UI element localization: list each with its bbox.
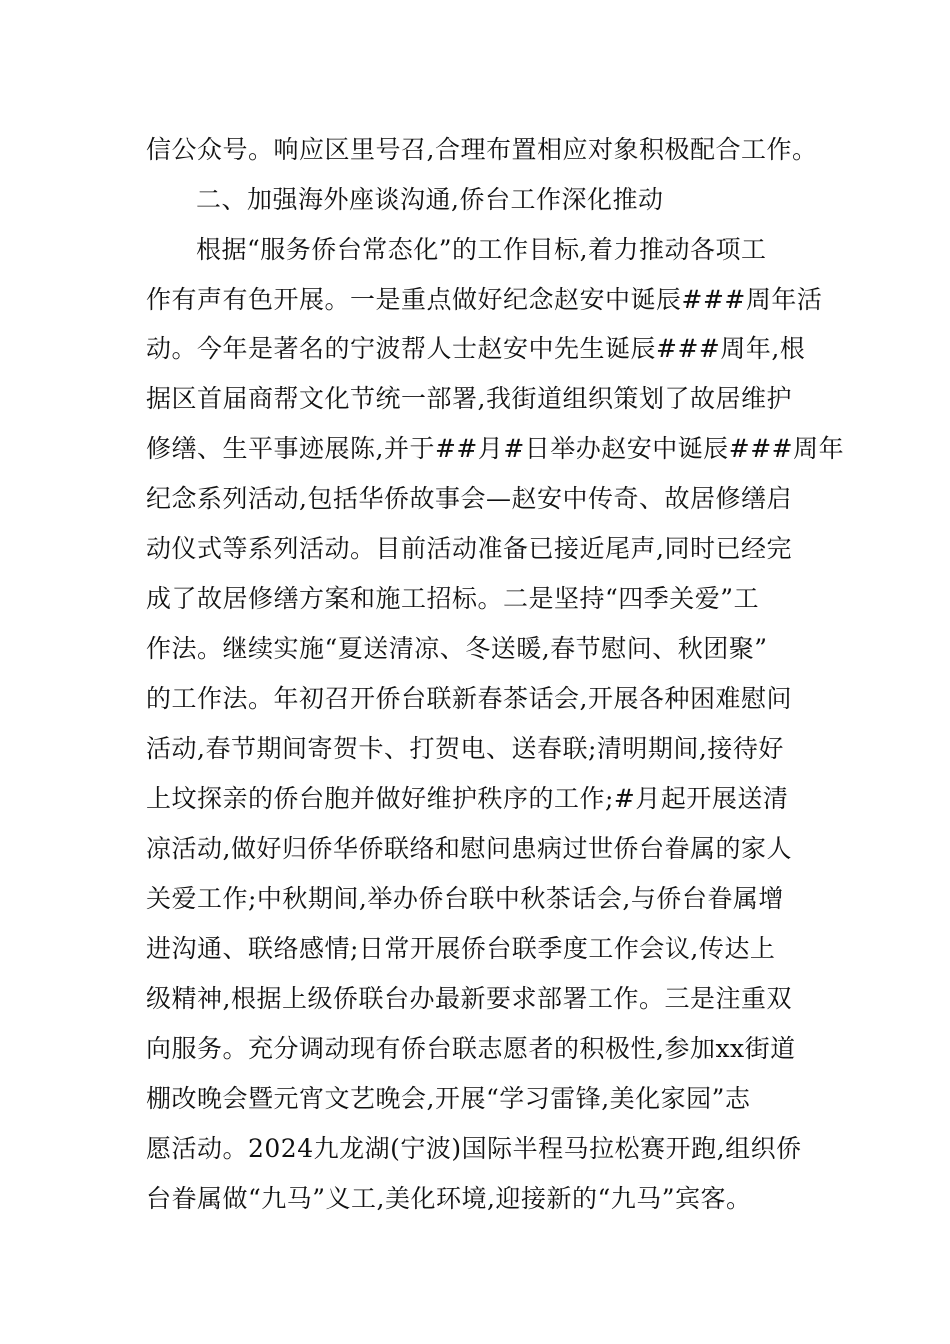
body-text-line: 动仪式等系列活动。目前活动准备已接近尾声,同时已经完 (146, 534, 792, 563)
body-text-line: 上坟探亲的侨台胞并做好维护秩序的工作;#月起开展送清 (146, 784, 789, 813)
body-text-line: 棚改晚会暨元宵文艺晚会,开展“学习雷锋,美化家园”志 (146, 1084, 751, 1113)
body-text-line: 纪念系列活动,包括华侨故事会—赵安中传奇、故居修缮启 (146, 484, 792, 513)
body-text-line: 进沟通、联络感情;日常开展侨台联季度工作会议,传达上 (146, 934, 776, 963)
body-text-line: 根据“服务侨台常态化”的工作目标,着力推动各项工 (196, 235, 767, 264)
body-text-line: 作有声有色开展。一是重点做好纪念赵安中诞辰###周年活 (146, 285, 823, 314)
body-text-line: 向服务。充分调动现有侨台联志愿者的积极性,参加xx街道 (146, 1034, 796, 1063)
body-text-line: 成了故居修缮方案和施工招标。二是坚持“四季关爱”工 (146, 584, 760, 613)
body-text-line: 台眷属做“九马”义工,美化环境,迎接新的“九马”宾客。 (146, 1184, 752, 1213)
body-text-line: 关爱工作;中秋期间,举办侨台联中秋茶话会,与侨台眷属增 (146, 884, 784, 913)
body-text-line: 凉活动,做好归侨华侨联络和慰问患病过世侨台眷属的家人 (146, 834, 792, 863)
body-text-line: 作法。继续实施“夏送清凉、冬送暖,春节慰问、秋团聚” (146, 634, 768, 663)
body-text-line: 据区首届商帮文化节统一部署,我街道组织策划了故居维护 (146, 384, 792, 413)
body-text-line: 活动,春节期间寄贺卡、打贺电、送春联;清明期间,接待好 (146, 734, 784, 763)
body-text-line: 级精神,根据上级侨联台办最新要求部署工作。三是注重双 (146, 984, 792, 1013)
body-text-line: 动。今年是著名的宁波帮人士赵安中先生诞辰###周年,根 (146, 334, 806, 363)
section-heading: 二、加强海外座谈沟通,侨台工作深化推动 (196, 185, 664, 214)
body-text-line: 愿活动。2024九龙湖(宁波)国际半程马拉松赛开跑,组织侨 (146, 1134, 802, 1163)
body-text-line: 的工作法。年初召开侨台联新春茶话会,开展各种困难慰问 (146, 684, 792, 713)
body-text-line: 修缮、生平事迹展陈,并于##月#日举办赵安中诞辰###周年 (146, 434, 845, 463)
body-text-line: 信公众号。响应区里号召,合理布置相应对象积极配合工作。 (146, 135, 818, 164)
